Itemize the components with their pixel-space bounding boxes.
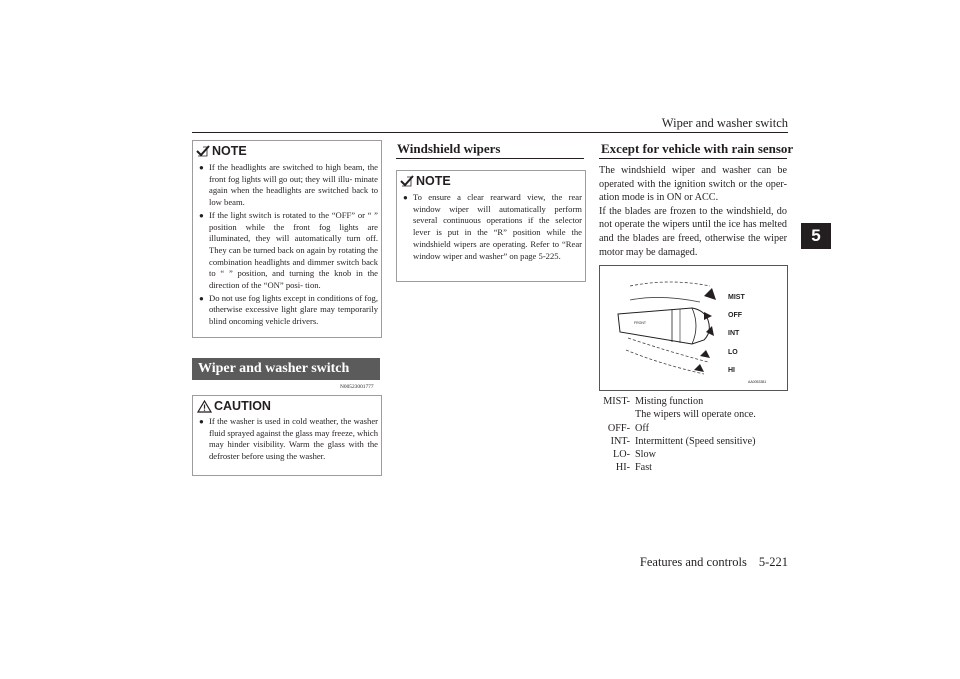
- note-box-left: [192, 140, 382, 338]
- note-item: ● Do not use fog lights except in conditions of fog, otherwise excessive light glare may temporarily blind oncoming vehicle drivers.: [199, 292, 378, 327]
- page-footer: [640, 555, 788, 570]
- bullet-icon: ●: [199, 163, 204, 172]
- note-header: [193, 141, 381, 158]
- section-rule: [396, 158, 584, 159]
- figure-label-off: OFF: [728, 312, 742, 319]
- caution-item: ● If the washer is used in cold weather, the washer fluid sprayed against the glass may freeze, which may hinder visibility. Warm the glass with the defroster before using the washer.: [199, 416, 378, 462]
- note-item: ● If the headlights are switched to high beam, the front fog lights will go out; they will illu- minate again when the headlights are switched back to low beam.: [199, 162, 378, 208]
- figure-label-hi: HI: [728, 367, 735, 374]
- footer-section-name: Features and controls: [639, 555, 747, 569]
- legend-row: OFF- Off: [607, 422, 649, 434]
- section-code: N00523001777: [340, 384, 374, 390]
- legend-row: LO- Slow: [613, 449, 656, 461]
- note-label: NOTE: [212, 144, 247, 158]
- note-box-middle: [396, 170, 586, 282]
- caution-box: [192, 395, 382, 476]
- legend-row: INT- Intermittent (Speed sensitive): [610, 435, 756, 447]
- rain-sensor-title: Except for vehicle with rain sensor: [601, 141, 794, 156]
- bullet-icon: ●: [199, 210, 204, 220]
- page-number: 5-221: [758, 555, 788, 569]
- mode-legend: [599, 395, 787, 475]
- legend-row: MIST- Misting function: [603, 396, 704, 407]
- caution-header: [193, 396, 381, 413]
- header-rule: [192, 132, 788, 133]
- figure-label-lo: LO: [728, 349, 738, 356]
- section-banner: Wiper and washer switch: [192, 358, 380, 380]
- paragraph: If the blades are frozen to the windshield, do not operate the wipers until the ice has melted and the blades are freed, otherwise the wiper motor may be damaged.: [599, 205, 787, 258]
- caution-label: CAUTION: [214, 399, 271, 413]
- note-header: [397, 171, 585, 188]
- paragraph: The windshield wiper and washer can be operated with the ignition switch or the oper- ation mode is in ON or ACC.: [599, 165, 787, 204]
- wiper-switch-figure: [599, 265, 788, 391]
- legend-row: The wipers will operate once.: [635, 409, 756, 421]
- figure-code: AA0053381: [748, 380, 767, 384]
- warning-triangle-icon: [197, 400, 212, 413]
- body-text: [599, 164, 787, 259]
- bullet-icon: ●: [403, 193, 408, 202]
- note-label: NOTE: [416, 174, 451, 188]
- running-header-title: Wiper and washer switch: [661, 116, 788, 130]
- windshield-wipers-title: Windshield wipers: [397, 141, 501, 156]
- legend-row: HI- Fast: [615, 462, 652, 474]
- note-check-icon: [400, 175, 414, 187]
- figure-label-int: INT: [728, 330, 740, 337]
- note-check-icon: [196, 145, 210, 157]
- bullet-icon: ●: [199, 417, 204, 426]
- note-item: ● If the light switch is rotated to the “OFF” or “ ” position while the front fog lights are illuminated, they will automatically turn off. They can be turned back on again by rotating the combination headlights and dimmer switch back to “ ” position, and turning the knob in the direction of the “ON” posi- tion.: [199, 209, 378, 291]
- stalk-text: FRONT: [634, 321, 647, 325]
- bullet-icon: ●: [199, 293, 204, 303]
- note-item: ● To ensure a clear rearward view, the rear window wiper will automatically perform several continuous operations if the selector lever is put in the “R” position while the windshield wipers are operating. Refer to “Rear window wiper and washer” on page 5-225.: [403, 192, 582, 261]
- wiper-stalk-illustration: [600, 266, 787, 390]
- section-rule: [599, 158, 787, 159]
- chapter-tab: 5: [801, 223, 831, 249]
- figure-label-mist: MIST: [728, 294, 745, 301]
